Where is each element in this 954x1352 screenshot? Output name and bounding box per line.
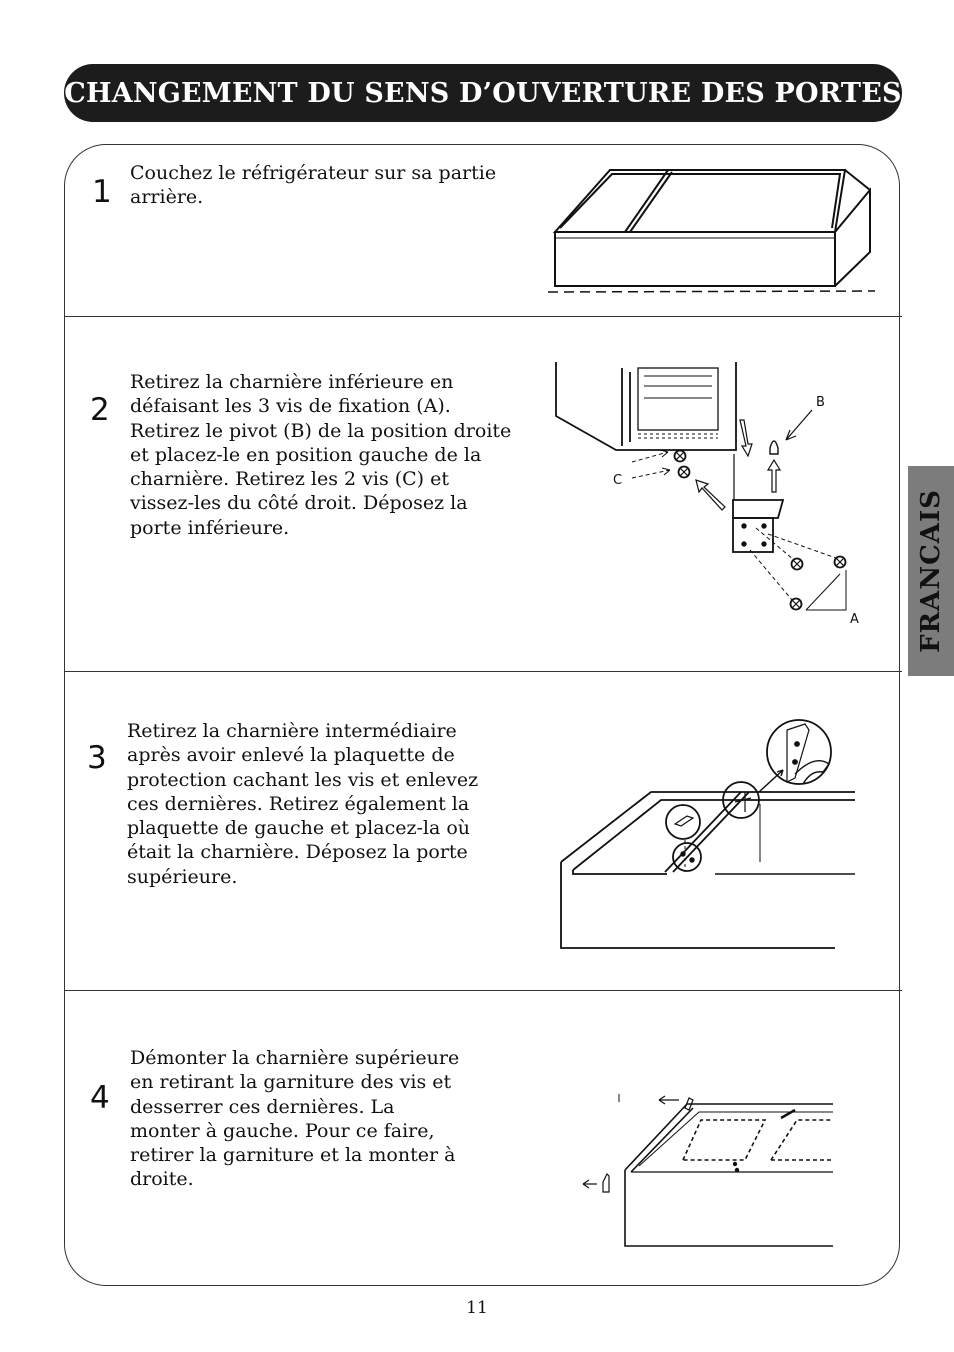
step-text-line: protection cachant les vis et enlevez <box>127 768 479 791</box>
step-text-line: charnière. Retirez les 2 vis (C) et <box>130 468 450 491</box>
language-tab <box>908 466 954 676</box>
step-divider <box>64 671 902 672</box>
step-divider <box>64 316 902 317</box>
step-4-number: 4 <box>90 1080 110 1116</box>
step-text-line: Démonter la charnière supérieure <box>130 1047 460 1069</box>
step-text-line: porte inférieure. <box>130 516 290 539</box>
step-text-line: était la charnière. Déposez la porte <box>127 841 468 864</box>
page-number: 11 <box>466 1298 488 1318</box>
language-tab-label: FRANCAIS <box>916 489 946 653</box>
step-text-line: Retirez la charnière intermédiaire <box>127 720 457 742</box>
step-2-number: 2 <box>90 392 110 428</box>
step-text-line: desserrer ces dernières. La <box>130 1095 395 1118</box>
step-4-hinge-illustration <box>575 1090 840 1250</box>
step-text-line: arrière. <box>130 186 204 209</box>
step-text-line: Retirez la charnière inférieure en <box>130 371 454 393</box>
step-text-line: droite. <box>130 1168 194 1191</box>
step-text-line: supérieure. <box>127 865 238 888</box>
page-title: CHANGEMENT DU SENS D’OUVERTURE DES PORTES <box>64 77 902 109</box>
label-b: B <box>816 395 825 410</box>
label-c: C <box>613 473 623 488</box>
step-divider <box>64 990 902 991</box>
step-text-line: Retirez le pivot (B) de la position droite <box>130 419 512 442</box>
step-text-line: retirer la garniture et la monter à <box>130 1144 456 1167</box>
page-title-bar <box>64 64 902 122</box>
step-3-number: 3 <box>87 740 107 776</box>
step-text-line: Couchez le réfrigérateur sur sa partie <box>130 162 497 184</box>
step-text-line: vissez-les du côté droit. Déposez la <box>130 492 468 515</box>
step-text-line: monter à gauche. Pour ce faire, <box>130 1119 435 1142</box>
step-4-text <box>130 1046 459 1192</box>
step-1-number: 1 <box>92 174 112 210</box>
step-3-hinge-illustration <box>555 712 865 957</box>
step-2-hinge-illustration <box>550 358 870 638</box>
step-2-text <box>130 370 511 540</box>
step-1-fridge-illustration <box>540 160 880 300</box>
step-text-line: et placez-le en position gauche de la <box>130 443 482 466</box>
step-text-line: défaisant les 3 vis de fixation (A). <box>130 395 451 418</box>
step-3-text <box>127 719 478 889</box>
step-1-text <box>130 161 496 210</box>
step-text-line: ces dernières. Retirez également la <box>127 792 470 815</box>
label-a: A <box>850 612 859 627</box>
step-text-line: plaquette de gauche et placez-la où <box>127 817 471 840</box>
step-text-line: en retirant la garniture des vis et <box>130 1071 452 1094</box>
step-text-line: après avoir enlevé la plaquette de <box>127 744 455 767</box>
floor-dashed-line <box>548 291 875 292</box>
